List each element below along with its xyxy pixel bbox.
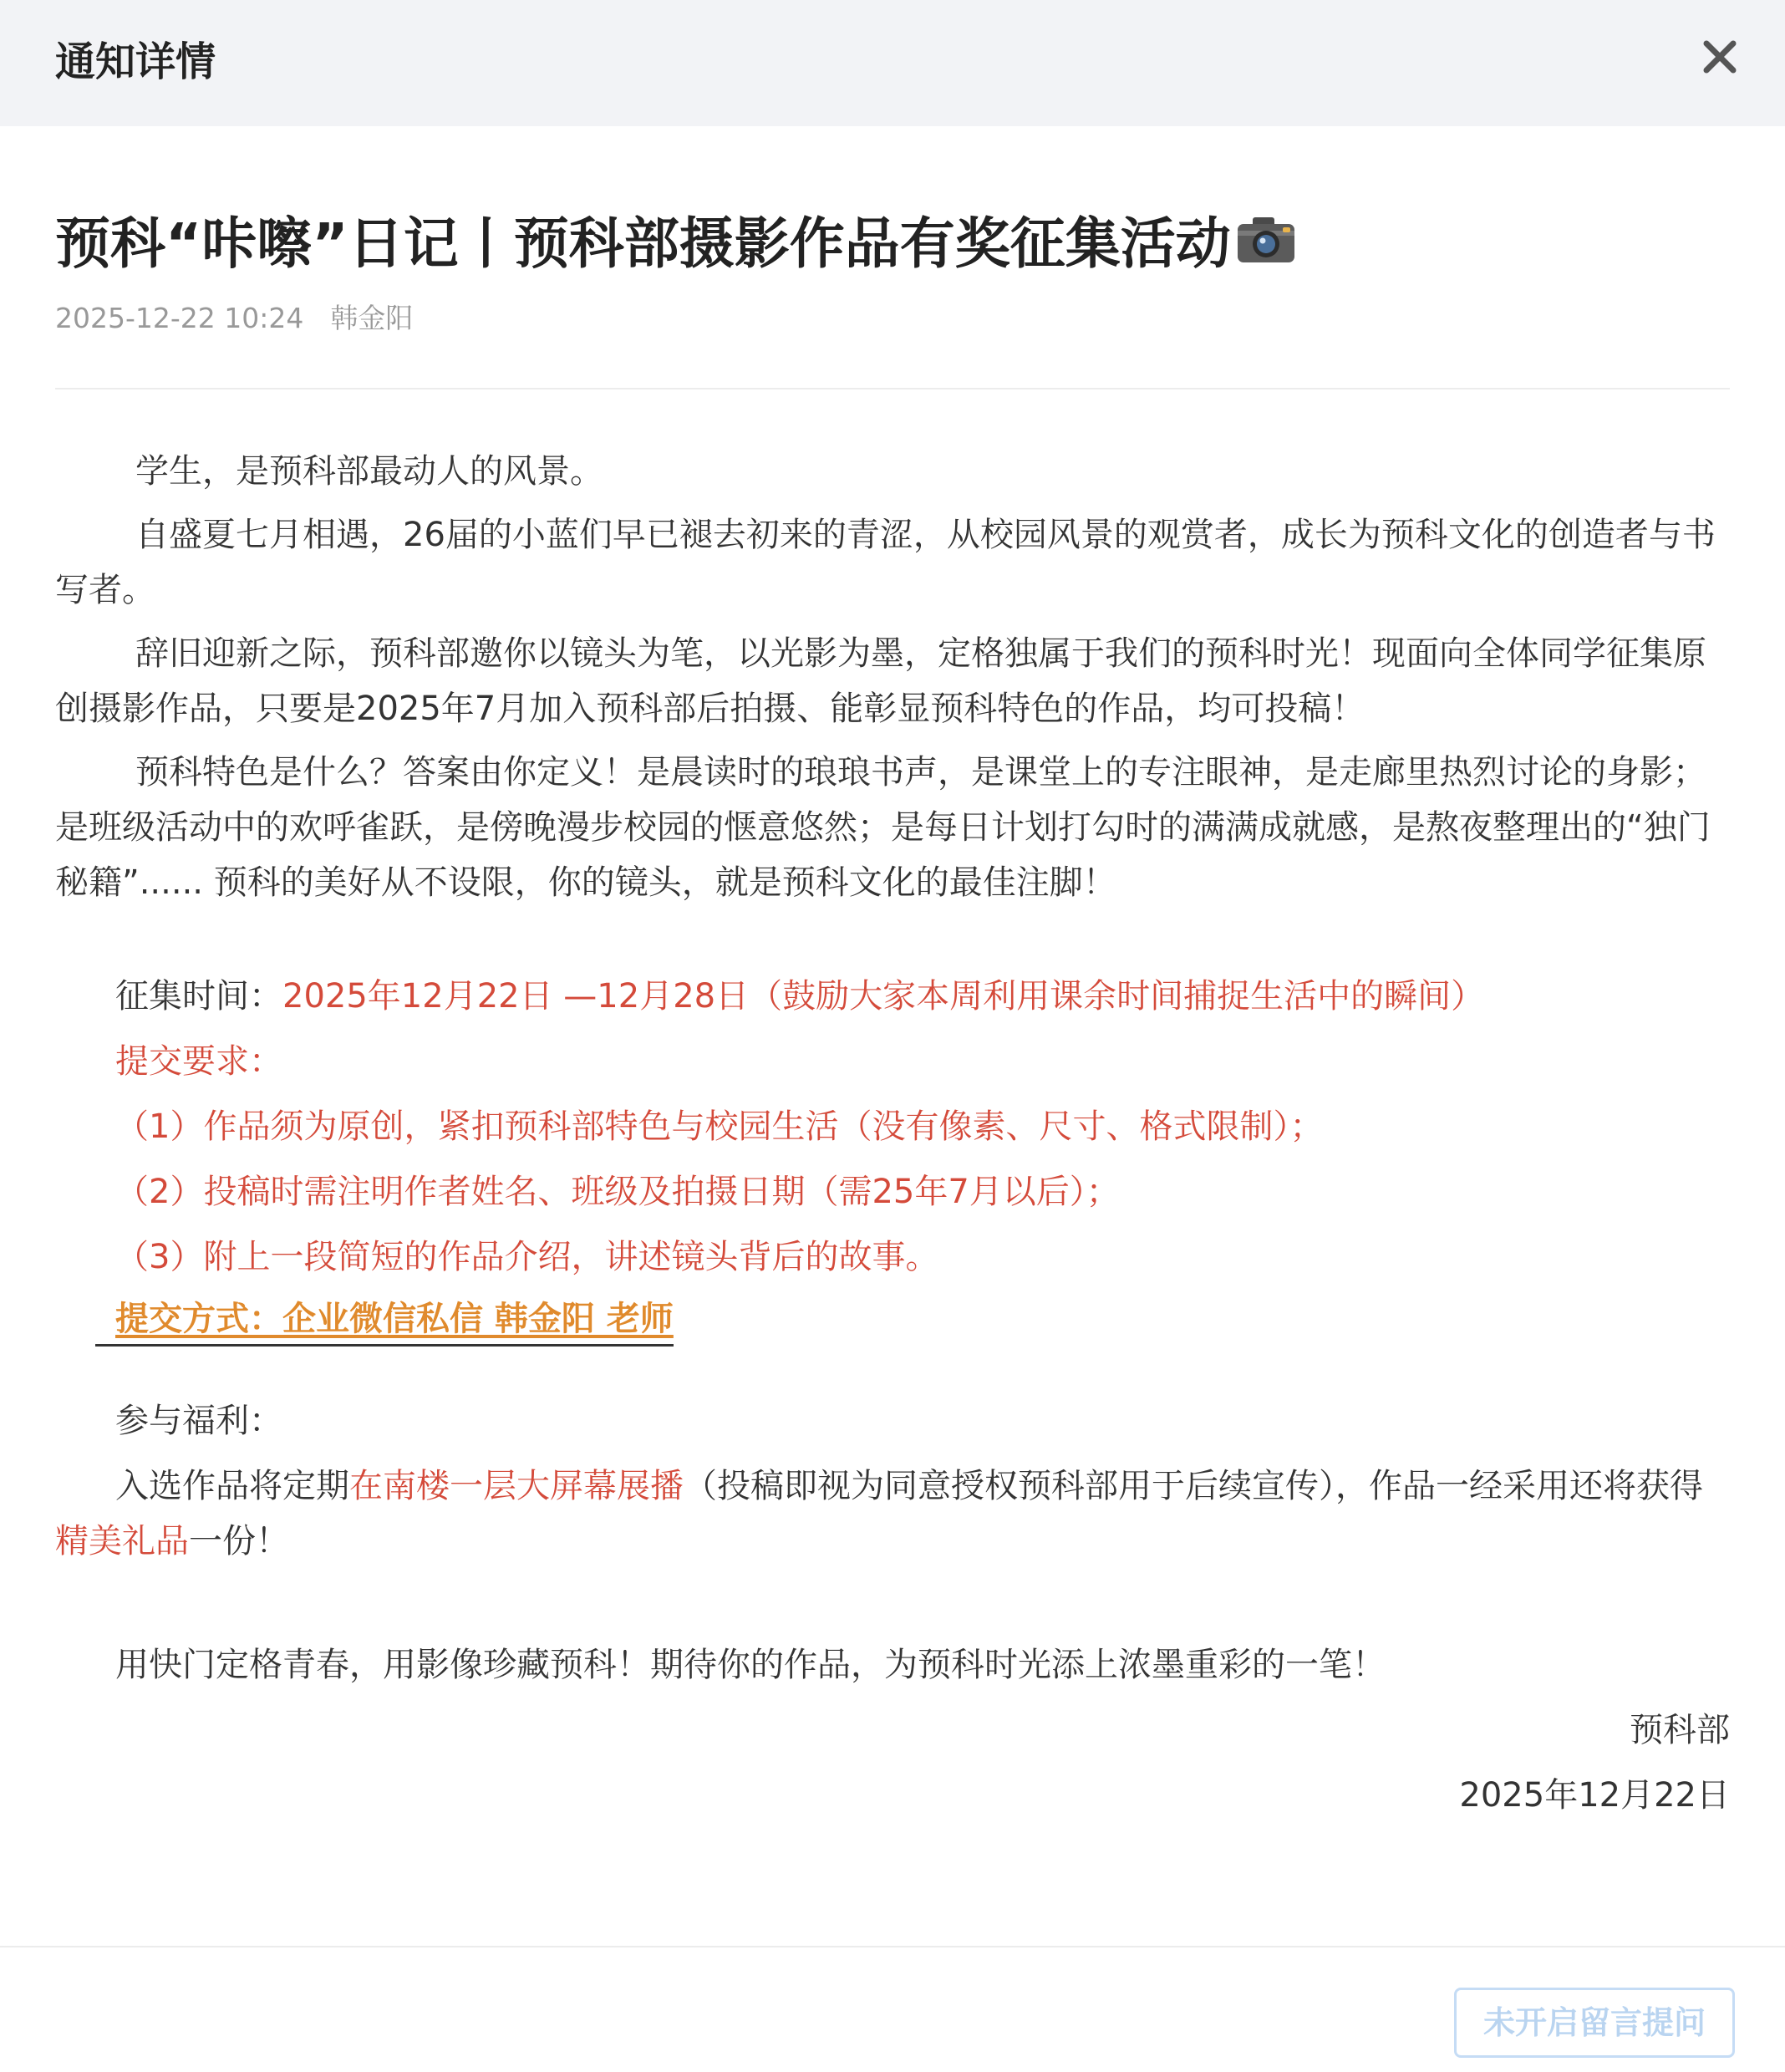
paragraph-4: 预科特色是什么？答案由你定义！是晨读时的琅琅书声，是课堂上的专注眼神，是走廊里热烈讨论的身影；是班级活动中的欢呼雀跃，是傍晚漫步校园的惬意悠然；是每日计划打勾时的满满成就感，是熬夜整理出的“独门秘籍”...... 预科的美好从不设限，你的镜头，就是预科文化的最佳注脚！ bbox=[55, 753, 1711, 902]
close-icon bbox=[1696, 33, 1743, 80]
divider bbox=[55, 388, 1730, 389]
article-body bbox=[55, 444, 1730, 1823]
spacer bbox=[55, 1347, 1730, 1393]
article-title-text: 预科“咔嚓”日记丨预科部摄影作品有奖征集活动 bbox=[55, 211, 1231, 276]
collect-time bbox=[55, 969, 1730, 1024]
requirement-item: （1）作品须为原创，紧扣预科部特色与校园生活（没有像素、尺寸、格式限制）； bbox=[115, 1107, 1324, 1146]
submit-method bbox=[95, 1294, 674, 1347]
author-name: 韩金阳 bbox=[330, 302, 414, 334]
submit-method-text: 提交方式：企业微信私信 韩金阳 老师 bbox=[115, 1300, 674, 1338]
closing-text: 用快门定格青春，用影像珍藏预科！期待你的作品，为预科时光添上浓墨重彩的一笔！ bbox=[115, 1646, 1386, 1684]
comment-disabled-button[interactable]: 未开启留言提问 bbox=[1454, 1988, 1735, 2058]
requirement-item: （2）投稿时需注明作者姓名、班级及拍摄日期（需25年7月以后）； bbox=[115, 1173, 1120, 1211]
requirement-item: （3）附上一段简短的作品介绍，讲述镜头背后的故事。 bbox=[115, 1238, 939, 1276]
spacer bbox=[55, 1569, 1730, 1637]
benefits-pre: 入选作品将定期 bbox=[115, 1467, 349, 1505]
publish-datetime: 2025-12-22 10:24 bbox=[55, 302, 304, 334]
benefits-post: 一份！ bbox=[189, 1522, 289, 1560]
article-title bbox=[55, 206, 1730, 287]
benefits-mid: （投稿即视为同意授权预科部用于后续宣传），作品一经采用还将获得 bbox=[684, 1467, 1703, 1505]
spacer bbox=[55, 919, 1730, 969]
benefits-highlight-screen: 在南楼一层大屏幕展播 bbox=[349, 1467, 684, 1505]
paragraph-1: 学生，是预科部最动人的风景。 bbox=[135, 452, 603, 491]
close-button[interactable] bbox=[1696, 33, 1743, 80]
dialog-header bbox=[0, 0, 1785, 126]
paragraph-2: 自盛夏七月相遇，26届的小蓝们早已褪去初来的青涩，从校园风景的观赏者，成长为预科文化的创造者与书写者。 bbox=[55, 516, 1716, 609]
collect-time-value: 2025年12月22日 —12月28日（鼓励大家本周利用课余时间捕捉生活中的瞬间） bbox=[282, 977, 1485, 1016]
collect-time-label: 征集时间： bbox=[115, 977, 282, 1016]
benefits-highlight-gift: 精美礼品 bbox=[55, 1522, 189, 1560]
benefits-text bbox=[55, 1459, 1730, 1569]
requirements-label: 提交要求： bbox=[115, 1042, 282, 1081]
benefits-label: 参与福利： bbox=[115, 1402, 282, 1440]
camera-icon bbox=[1234, 211, 1298, 287]
article-meta bbox=[55, 298, 413, 339]
paragraph-3: 辞旧迎新之际，预科部邀你以镜头为笔，以光影为墨，定格独属于我们的预科时光！现面向全体同学征集原创摄影作品，只要是2025年7月加入预科部后拍摄、能彰显预科特色的作品，均可投稿！ bbox=[55, 634, 1706, 728]
signature-date: 2025年12月22日 bbox=[1459, 1776, 1730, 1815]
dialog-title: 通知详情 bbox=[55, 38, 216, 85]
signature-org: 预科部 bbox=[1630, 1711, 1730, 1749]
